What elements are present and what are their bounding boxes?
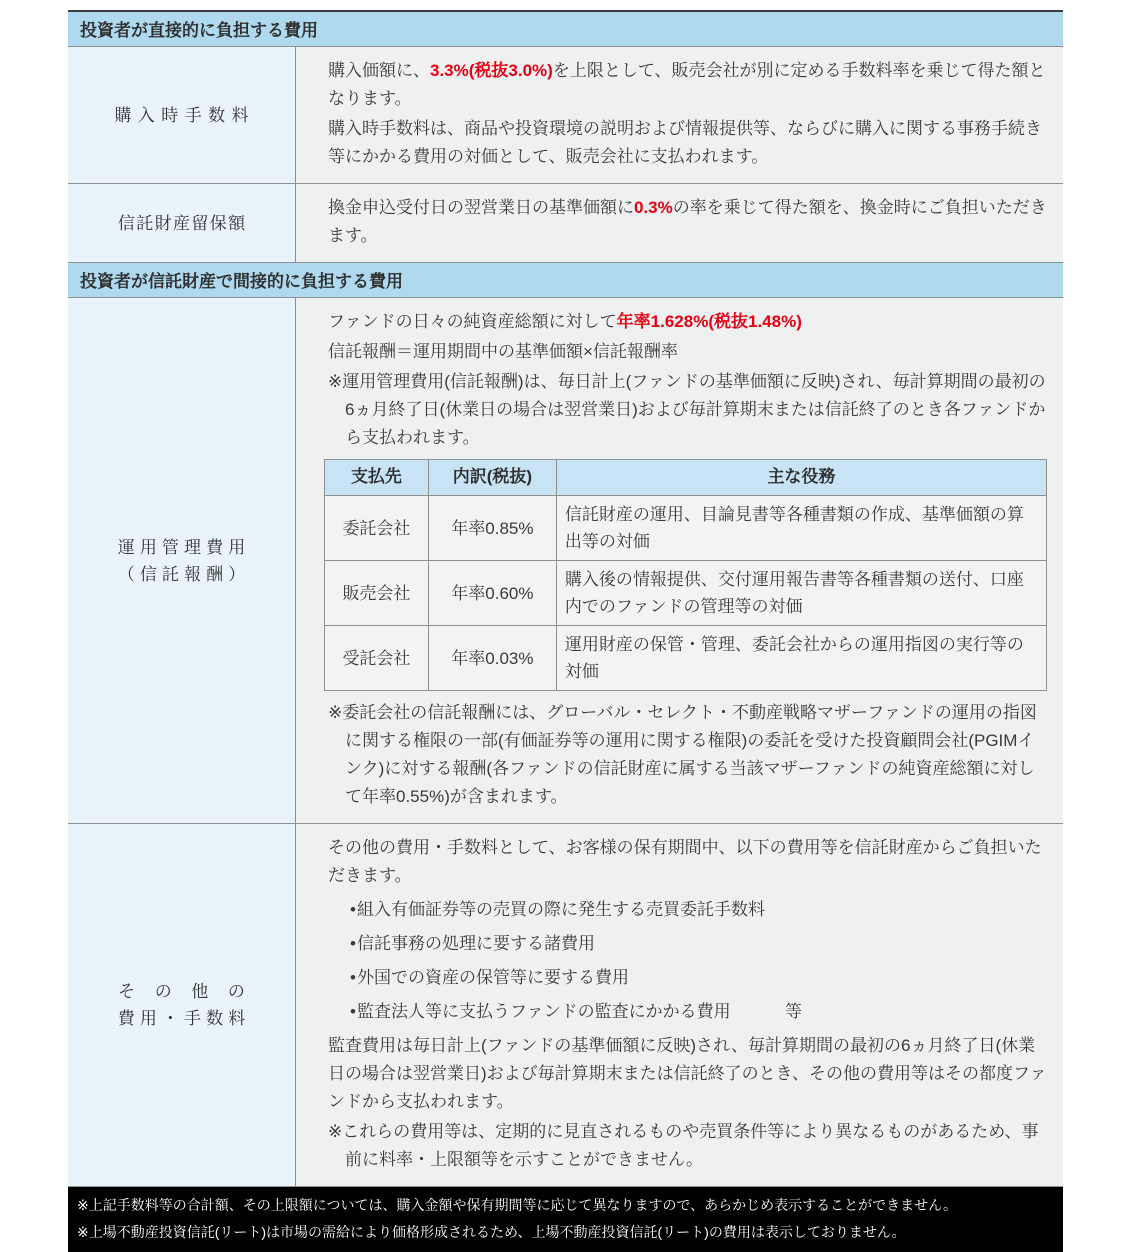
management-fee-label-line1: 運用管理費用 [117,537,251,557]
reserve-rate-highlight: 0.3% [634,198,673,217]
breakdown-rate: 年率0.03% [428,626,556,691]
purchase-fee-rate-highlight: 3.3%(税抜3.0%) [430,61,553,80]
purchase-fee-paragraph-1 [328,57,1047,113]
list-item [350,930,1047,958]
management-fee-note-1: ※運用管理費用(信託報酬)は、毎日計上(ファンドの基準価額に反映)され、毎計算期間の最初の6ヵ月終了日(休業日の場合は翌営業日)および毎計算期末または信託終了のとき各ファンドから支払われます。 [328,372,1046,447]
other-fees-content-cell [296,824,1063,1186]
purchase-fee-label: 購入時手数料 [114,105,256,125]
reserve-label-cell [68,184,296,262]
breakdown-header-row [325,460,1047,496]
breakdown-payee: 販売会社 [325,561,429,626]
reserve-paragraph [328,194,1047,250]
bullet-text: 信託事務の処理に要する諸費用 [356,934,595,953]
bullet-text: 組入有価証券等の売買の際に発生する売買委託手数料 [356,900,765,919]
breakdown-header-duty: 主な役務 [556,460,1046,496]
section-header-direct-fees [68,10,1063,47]
footer-disclaimer-line2: ※上場不動産投資信託(リート)は市場の需給により価格形成されるため、上場不動産投資信託(リート)の費用は表示しておりません。 [77,1224,906,1240]
breakdown-header-payee: 支払先 [325,460,429,496]
bullet-text: 外国での資産の保管等に要する費用 [356,968,629,987]
text-segment: の率を乗じて得た額を、換金時にご負担いただきます。 [328,198,1047,245]
breakdown-duty: 信託財産の運用、目論見書等各種書類の作成、基準価額の算出等の対価 [556,496,1046,561]
management-fee-formula: 信託報酬＝運用期間中の基準価額×信託報酬率 [328,342,678,361]
bullet-icon: • [350,968,356,987]
purchase-fee-content-cell [296,47,1063,183]
management-fee-rate-highlight: 年率1.628%(税抜1.48%) [616,312,802,331]
footer-disclaimer [68,1187,1063,1252]
breakdown-payee: 委託会社 [325,496,429,561]
section-header-indirect-fees [68,263,1063,298]
list-item [350,964,1047,992]
list-item [350,896,1047,924]
table-row [325,561,1047,626]
management-fee-label-cell [68,298,296,823]
management-fee-label-line2: （信託報酬） [117,564,251,584]
management-fee-note-2: ※委託会社の信託報酬には、グローバル・セレクト・不動産戦略マザーファンドの運用の指図に関する権限の一部(有価証券等の運用に関する権限)の委託を受けた投資顧問会社(PGIMインク)に対する報酬(各ファンドの信託財産に属する当該マザーファンドの純資産総額に対して年率0.55%)が含まれます。 [328,703,1037,806]
other-fees-label-cell [68,824,296,1186]
breakdown-rate: 年率0.60% [428,561,556,626]
other-fees-bullet-list [328,896,1047,1026]
table-row [325,496,1047,561]
text-segment: 換金申込受付日の翌営業日の基準価額に [328,198,634,217]
other-fees-label-line1: その他の [118,982,265,1001]
row-purchase-fee [68,47,1063,184]
row-reserve-amount [68,184,1063,263]
text-segment: 購入価額に、 [328,61,430,80]
etc-suffix: 等 [785,1002,803,1021]
purchase-fee-paragraph-2: 購入時手数料は、商品や投資環境の説明および情報提供等、ならびに購入に関する事務手続き等にかかる費用の対価として、販売会社に支払われます。 [328,119,1042,166]
other-fees-paragraph-2: 監査費用は毎日計上(ファンドの基準価額に反映)され、毎計算期間の最初の6ヵ月終了日(休業日の場合は翌営業日)および毎計算期末または信託終了のとき、その他の費用等はその都度ファンドから支払われます。 [328,1036,1047,1111]
bullet-text: 監査法人等に支払うファンドの監査にかかる費用 [356,1002,731,1021]
text-segment: ファンドの日々の純資産総額に対して [328,312,617,331]
row-other-fees [68,824,1063,1187]
reserve-label: 信託財産留保額 [117,213,247,233]
bullet-icon: • [350,900,356,919]
breakdown-payee: 受託会社 [325,626,429,691]
row-management-fee [68,298,1063,824]
reserve-content-cell [296,184,1063,262]
other-fees-paragraph-1: その他の費用・手数料として、お客様の保有期間中、以下の費用等を信託財産からご負担いただきます。 [328,838,1042,885]
fee-breakdown-table [324,459,1047,691]
purchase-fee-label-cell [68,47,296,183]
bullet-icon: • [350,934,356,953]
breakdown-header-rate: 内訳(税抜) [428,460,556,496]
other-fees-label-line2: 費用・手数料 [117,1009,251,1028]
footer-disclaimer-line1: ※上記手数料等の合計額、その上限額については、購入金額や保有期間等に応じて異なりますので、あらかじめ表示することができません。 [77,1197,958,1213]
bullet-icon: • [350,1002,356,1021]
list-item [350,998,1047,1026]
other-fees-note: ※これらの費用等は、定期的に見直されるものや売買条件等により異なるものがあるため、事前に料率・上限額等を示すことができません。 [328,1122,1039,1169]
breakdown-rate: 年率0.85% [428,496,556,561]
breakdown-duty: 購入後の情報提供、交付運用報告書等各種書類の送付、口座内でのファンドの管理等の対価 [556,561,1046,626]
breakdown-duty: 運用財産の保管・管理、委託会社からの運用指図の実行等の対価 [556,626,1046,691]
table-row [325,626,1047,691]
management-fee-rate-line [328,308,1047,336]
text-segment: を上限として、販売会社が別に定める手数料率を乗じて得た額となります。 [328,61,1046,108]
management-fee-content-cell [296,298,1063,823]
section-title-indirect: 投資者が信託財産で間接的に負担する費用 [80,272,403,291]
section-title-direct: 投資者が直接的に負担する費用 [80,21,318,40]
